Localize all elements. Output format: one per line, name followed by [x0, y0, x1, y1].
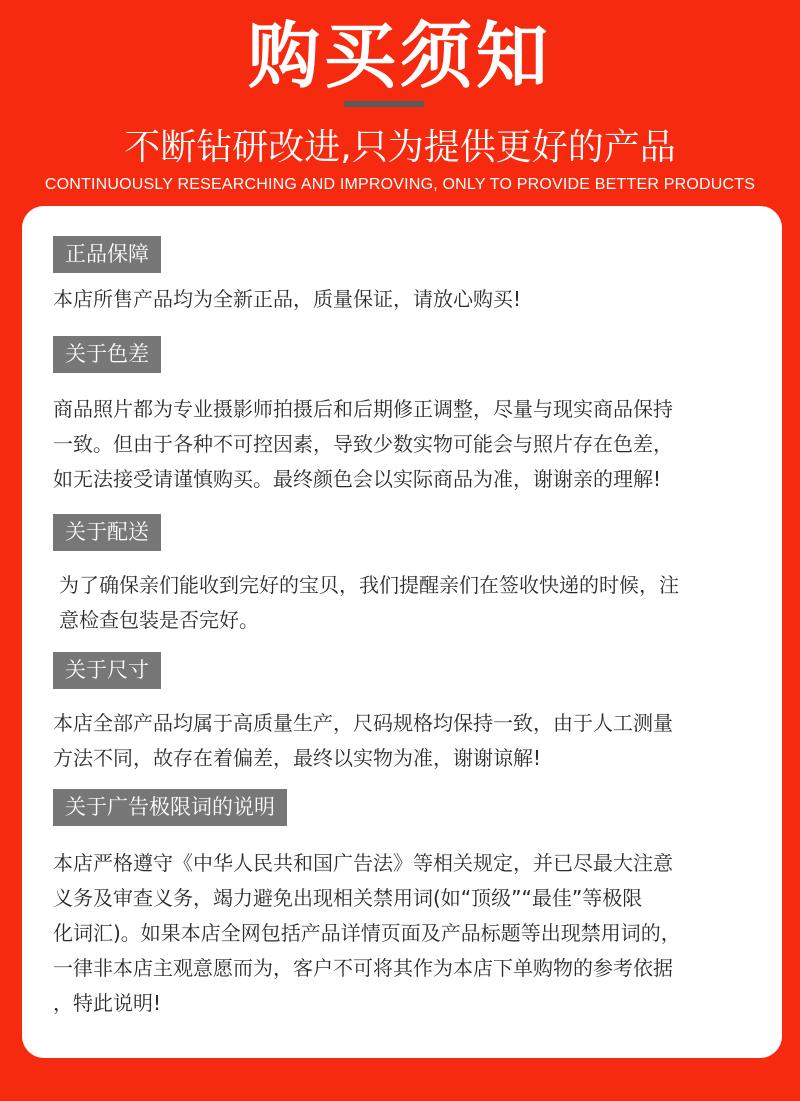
section-tag-delivery: 关于配送 [53, 514, 161, 551]
page-title: 购买须知 [247, 14, 552, 98]
section-body-authentic: 本店所售产品均为全新正品，质量保证，请放心购买! [53, 287, 522, 311]
section-body-size: 本店全部产品均属于高质量生产，尺码规格均保持一致，由于人工测量 方法不同，故存在着偏差，最终以实物为准，谢谢谅解! [53, 711, 673, 770]
page-subtitle: 不断钻研改进,只为提供更好的产品 [124, 127, 676, 168]
notice-card [22, 206, 782, 1058]
section-body-advertising: 本店严格遵守《中华人民共和国广告法》等相关规定，并已尽最大注意 义务及审查义务，竭力避免出现相关禁用词(如“顶级”“最佳”等极限 化词汇)。如果本店全网包括产品详情页面及产品标题等出现禁用词的， 一律非本店主观意愿而为，客户不可将其作为本店下单购物的参考依据 ，特此说明! [53, 851, 681, 1015]
page-subtitle-english: CONTINUOUSLY RESEARCHING AND IMPROVING, ONLY TO PROVIDE BETTER PRODUCTS [44, 176, 756, 193]
section-tag-authentic: 正品保障 [53, 236, 161, 273]
section-tag-color: 关于色差 [53, 336, 161, 373]
section-body-delivery: 为了确保亲们能收到完好的宝贝，我们提醒亲们在签收快递的时候，注 意检查包装是否完好。 [59, 573, 679, 632]
section-body-color: 商品照片都为专业摄影师拍摄后和后期修正调整，尽量与现实商品保持 一致。但由于各种不可控因素，导致少数实物可能会与照片存在色差， 如无法接受请谨慎购买。最终颜色会以实际商品为准，谢谢亲的理解! [53, 397, 673, 491]
section-tag-advertising: 关于广告极限词的说明 [53, 789, 287, 826]
section-tag-size: 关于尺寸 [53, 652, 161, 689]
title-underline [344, 101, 424, 107]
